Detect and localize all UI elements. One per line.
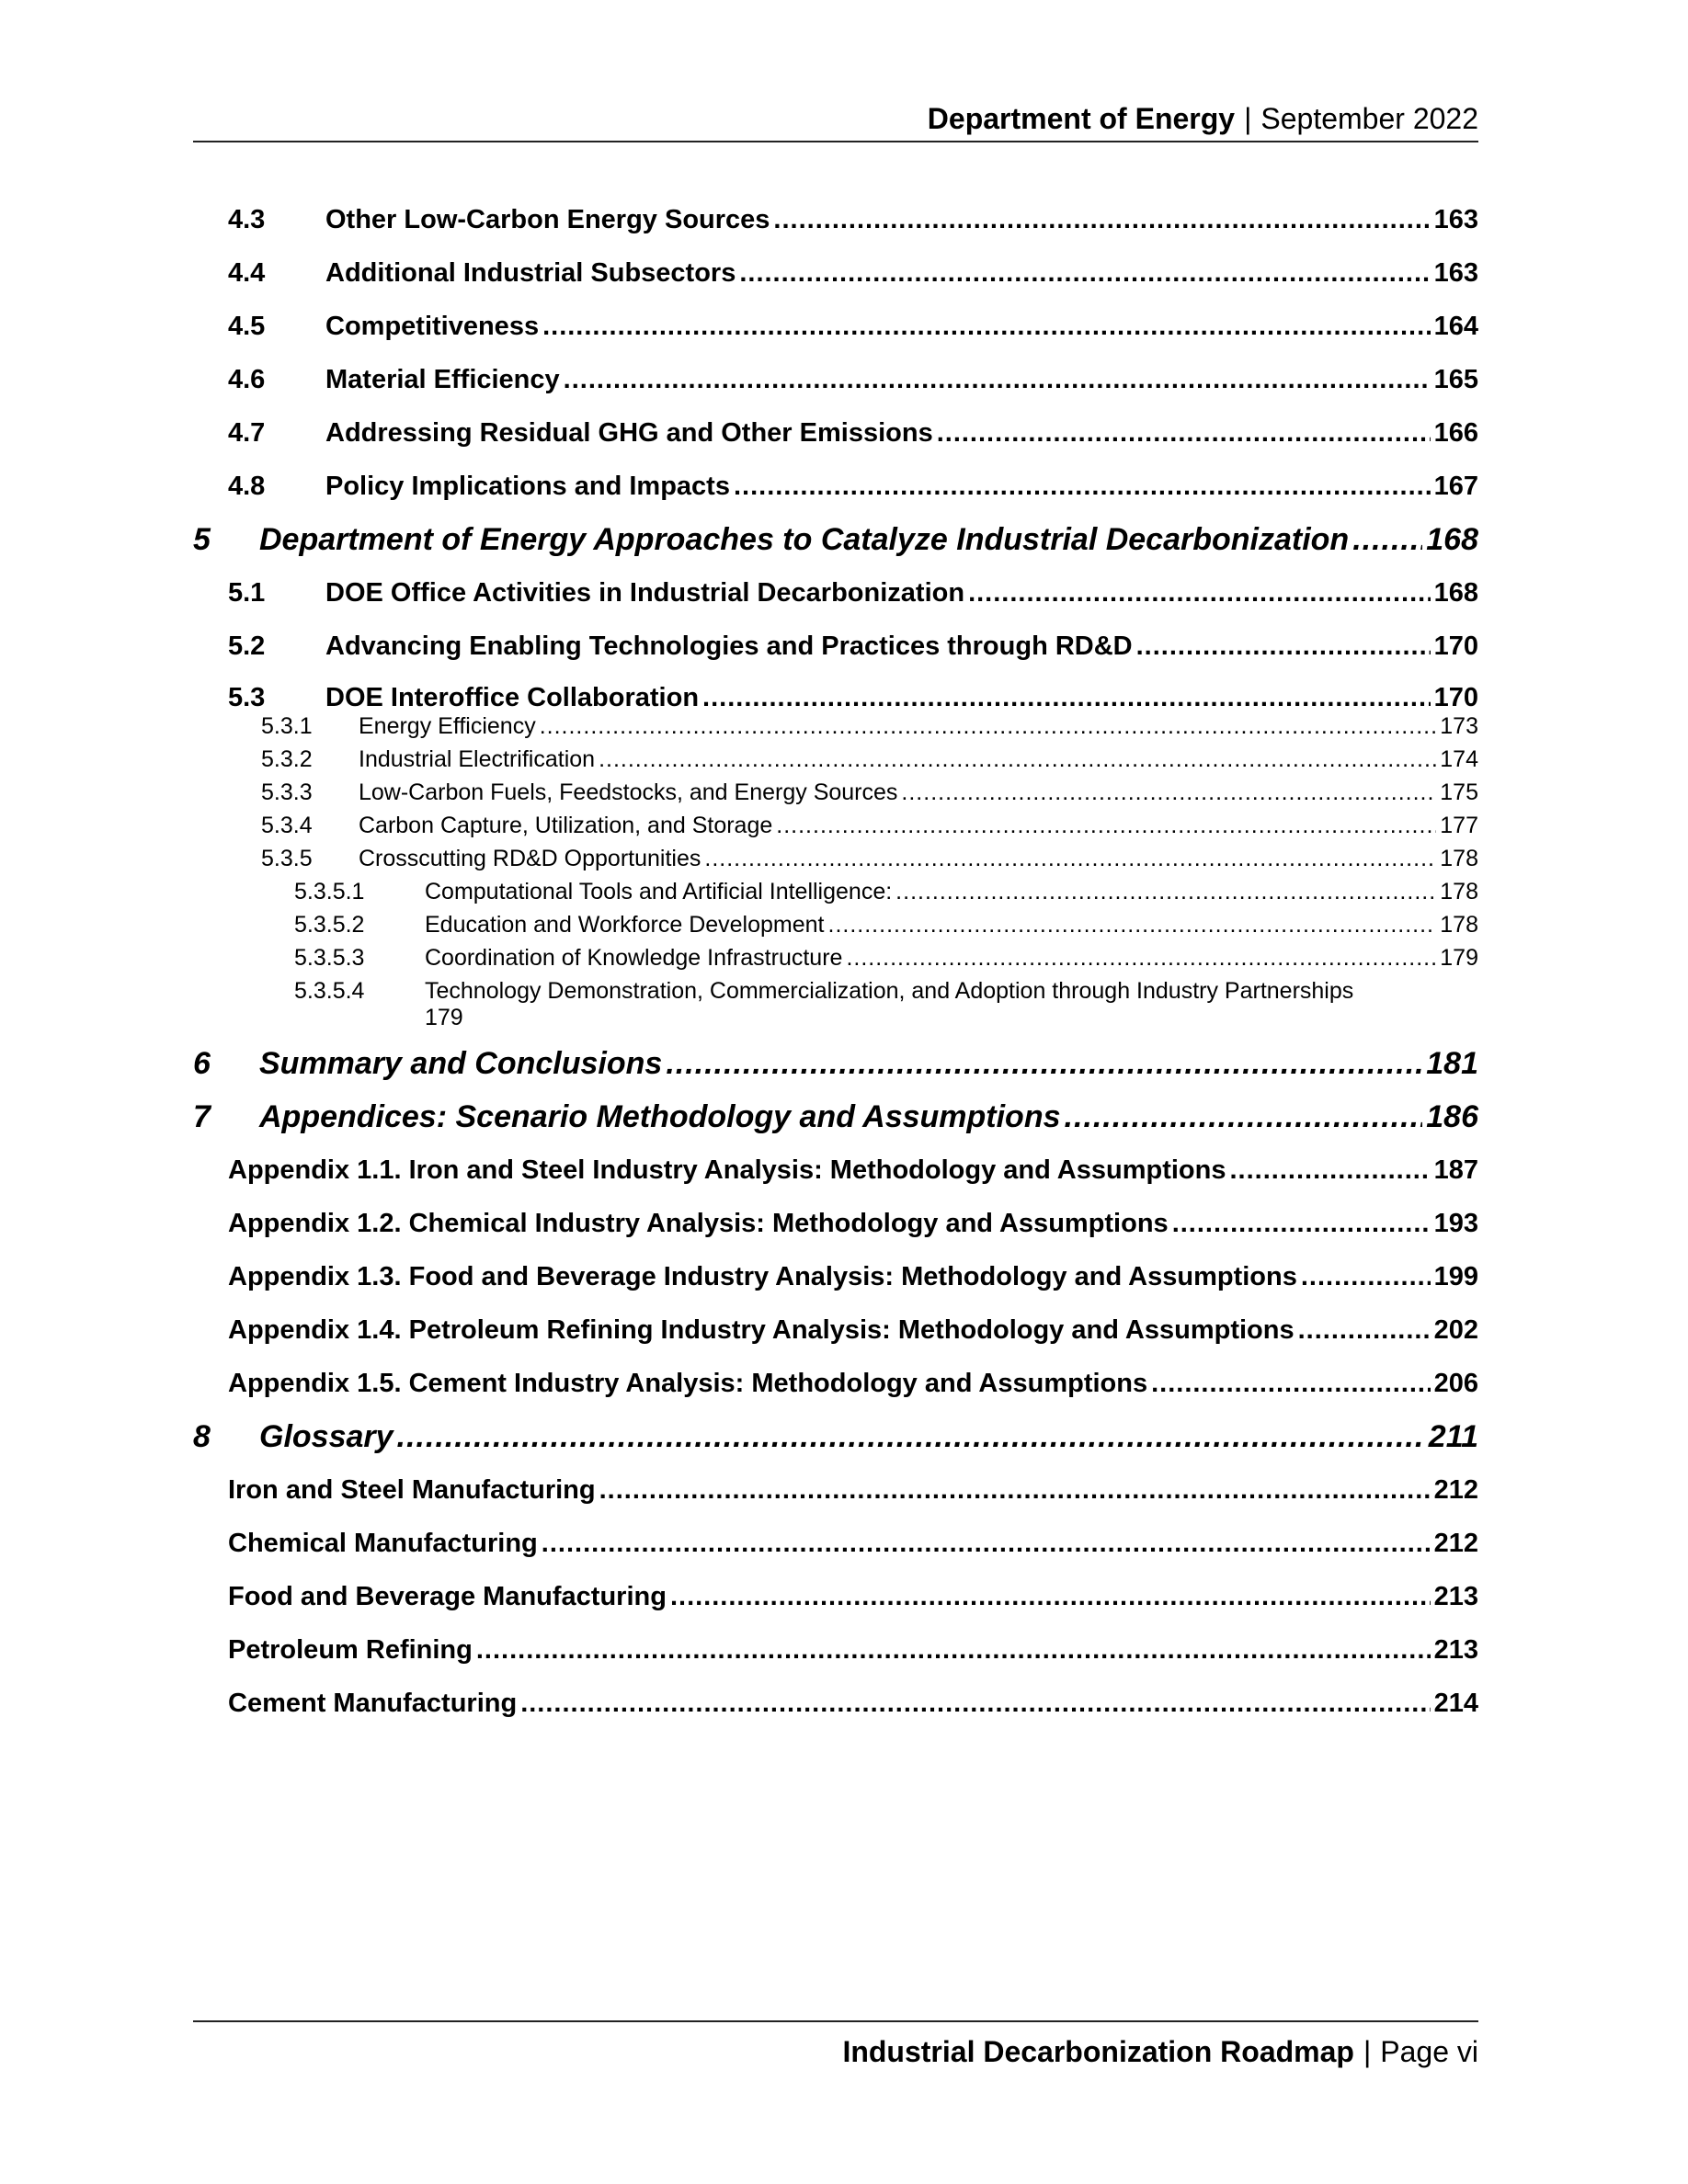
toc-page: 199	[1433, 1261, 1478, 1291]
toc-title: Carbon Capture, Utilization, and Storage	[359, 813, 773, 838]
toc-appendix-1-1[interactable]	[193, 1143, 1478, 1197]
toc-title: Appendix 1.2. Chemical Industry Analysis: Methodology and Assumptions	[228, 1208, 1169, 1238]
toc-leader	[520, 1689, 1430, 1719]
toc-number: 5.1	[228, 577, 266, 608]
toc-title: Low-Carbon Fuels, Feedstocks, and Energy Sources	[359, 779, 898, 805]
toc-page: 179	[425, 1005, 463, 1030]
toc-page: 163	[1433, 204, 1478, 234]
toc-chapter-7[interactable]	[193, 1090, 1478, 1143]
toc-leader	[734, 472, 1431, 502]
toc-page: 177	[1440, 813, 1478, 838]
toc-page: 206	[1433, 1368, 1478, 1398]
toc-chapter-8[interactable]	[193, 1410, 1478, 1463]
toc-leader	[773, 205, 1430, 235]
header-org: Department of Energy	[927, 102, 1236, 135]
toc-number: 5.3.5.3	[294, 945, 365, 971]
toc-leader	[476, 1635, 1431, 1666]
toc-page: 178	[1440, 846, 1478, 871]
toc-chapter-5[interactable]	[193, 513, 1478, 566]
toc-entry-5-3-3[interactable]	[193, 779, 1478, 813]
toc-entry-5-3-2[interactable]	[193, 746, 1478, 779]
toc-page: 214	[1433, 1688, 1478, 1718]
toc-leader	[1136, 631, 1431, 662]
toc-entry-5-3-5-3[interactable]	[193, 945, 1478, 978]
toc-number: 4.8	[228, 471, 266, 501]
toc-page: 175	[1440, 779, 1478, 805]
toc-leader	[599, 746, 1436, 773]
toc-title: DOE Interoffice Collaboration	[325, 683, 700, 712]
toc-title: Competitiveness	[325, 311, 540, 341]
page-header	[193, 97, 1478, 142]
toc-page: 187	[1433, 1155, 1478, 1185]
toc-number: 4.3	[228, 204, 266, 234]
toc-page: 211	[1428, 1418, 1478, 1454]
toc-appendix-1-2[interactable]	[193, 1197, 1478, 1250]
toc-page: 164	[1433, 311, 1478, 341]
toc-page: 202	[1433, 1314, 1478, 1345]
toc-entry-5-3-5[interactable]	[193, 846, 1478, 879]
toc-title: Iron and Steel Manufacturing	[228, 1474, 596, 1505]
toc-appendix-1-5[interactable]	[193, 1357, 1478, 1410]
toc-glossary-cement[interactable]	[193, 1677, 1478, 1730]
toc-entry-4-7[interactable]	[193, 406, 1478, 460]
toc-title: Crosscutting RD&D Opportunities	[359, 846, 701, 871]
toc-title: Coordination of Knowledge Infrastructure	[425, 945, 843, 971]
toc-glossary-chemical[interactable]	[193, 1517, 1478, 1570]
toc-number: 5	[193, 521, 211, 557]
toc-title: Glossary	[259, 1418, 393, 1454]
toc-leader	[599, 1475, 1431, 1506]
toc-title: Material Efficiency	[325, 364, 560, 394]
toc-entry-4-3[interactable]	[193, 193, 1478, 246]
footer-title: Industrial Decarbonization Roadmap	[842, 2035, 1354, 2068]
toc-appendix-1-4[interactable]	[193, 1303, 1478, 1357]
toc-leader	[542, 1529, 1431, 1559]
toc-leader	[1301, 1262, 1431, 1292]
toc-leader	[1230, 1155, 1431, 1186]
toc-chapter-6[interactable]	[193, 1037, 1478, 1090]
toc-page: 168	[1426, 521, 1478, 557]
toc-entry-5-3-1[interactable]	[193, 713, 1478, 746]
toc-entry-5-3[interactable]	[193, 673, 1478, 713]
toc-glossary-food-beverage[interactable]	[193, 1570, 1478, 1623]
toc-title: Appendix 1.4. Petroleum Refining Industry Analysis: Methodology and Assumptions	[228, 1314, 1295, 1345]
toc-entry-5-3-5-4[interactable]	[193, 978, 1478, 1031]
toc-page: 170	[1433, 631, 1478, 661]
toc-page: 181	[1426, 1045, 1478, 1081]
toc-page: 213	[1433, 1581, 1478, 1611]
toc-title: Chemical Manufacturing	[228, 1528, 538, 1558]
toc-number: 5.3	[228, 683, 266, 712]
toc-leader	[702, 683, 1431, 713]
toc-page: 168	[1433, 577, 1478, 608]
toc-page: 163	[1433, 257, 1478, 288]
page-footer	[193, 2020, 1478, 2074]
toc-number: 5.3.5.4	[294, 978, 365, 1004]
table-of-contents	[193, 193, 1478, 1730]
toc-entry-4-4[interactable]	[193, 246, 1478, 300]
toc-title: Department of Energy Approaches to Catalyze Industrial Decarbonization	[259, 521, 1350, 557]
toc-title: Policy Implications and Impacts	[325, 471, 730, 501]
toc-title: Petroleum Refining	[228, 1634, 473, 1665]
toc-leader	[542, 312, 1431, 342]
toc-title: Education and Workforce Development	[425, 912, 825, 938]
toc-leader	[968, 578, 1431, 609]
toc-number: 5.3.1	[261, 713, 313, 739]
toc-number: 5.3.5	[261, 846, 313, 871]
toc-title: Other Low-Carbon Energy Sources	[325, 204, 770, 234]
toc-title: Additional Industrial Subsectors	[325, 257, 736, 288]
toc-leader	[1065, 1099, 1423, 1135]
toc-page: 174	[1440, 746, 1478, 772]
toc-number: 5.3.4	[261, 813, 313, 838]
toc-leader	[739, 258, 1430, 289]
toc-number: 6	[193, 1045, 211, 1081]
toc-entry-5-3-5-2[interactable]	[193, 912, 1478, 945]
toc-page: 165	[1433, 364, 1478, 394]
toc-leader	[670, 1582, 1431, 1612]
toc-appendix-1-3[interactable]	[193, 1250, 1478, 1303]
toc-number: 8	[193, 1418, 211, 1454]
toc-page: 166	[1433, 417, 1478, 448]
toc-page: 213	[1433, 1634, 1478, 1665]
toc-leader	[540, 713, 1437, 740]
toc-entry-5-3-5-1[interactable]	[193, 879, 1478, 912]
toc-leader	[1172, 1209, 1431, 1239]
toc-title: Appendix 1.5. Cement Industry Analysis: Methodology and Assumptions	[228, 1368, 1148, 1398]
toc-page: 186	[1426, 1098, 1478, 1134]
toc-leader	[846, 945, 1436, 972]
toc-title: Technology Demonstration, Commercialization, and Adoption through Industry Partnerships	[425, 978, 1354, 1004]
toc-page: 179	[1440, 945, 1478, 971]
footer-separator: |	[1363, 2035, 1372, 2068]
toc-number: 5.3.2	[261, 746, 313, 772]
toc-title: Appendix 1.1. Iron and Steel Industry Analysis: Methodology and Assumptions	[228, 1155, 1226, 1185]
toc-leader	[704, 846, 1436, 872]
toc-page: 178	[1440, 879, 1478, 904]
toc-leader	[1352, 522, 1422, 558]
toc-page: 170	[1433, 683, 1478, 712]
header-separator: |	[1244, 102, 1252, 135]
toc-leader	[666, 1046, 1422, 1082]
header-date: September 2022	[1260, 102, 1478, 135]
toc-number: 7	[193, 1098, 211, 1134]
toc-title: DOE Office Activities in Industrial Decarbonization	[325, 577, 965, 608]
toc-title: Summary and Conclusions	[259, 1045, 663, 1081]
toc-leader	[776, 813, 1436, 839]
toc-number: 4.4	[228, 257, 266, 288]
toc-title: Computational Tools and Artificial Intelligence:	[425, 879, 893, 904]
toc-number: 5.3.5.2	[294, 912, 365, 938]
toc-number: 4.7	[228, 417, 266, 448]
toc-leader	[564, 365, 1431, 395]
toc-title: Addressing Residual GHG and Other Emissions	[325, 417, 933, 448]
toc-leader	[895, 879, 1436, 905]
toc-entry-5-3-4[interactable]	[193, 813, 1478, 846]
toc-page: 212	[1433, 1474, 1478, 1505]
toc-number: 5.3.5.1	[294, 879, 365, 904]
toc-glossary-iron-steel[interactable]	[193, 1463, 1478, 1517]
toc-entry-4-6[interactable]	[193, 353, 1478, 406]
toc-glossary-petroleum[interactable]	[193, 1623, 1478, 1677]
toc-title: Industrial Electrification	[359, 746, 596, 772]
toc-page: 212	[1433, 1528, 1478, 1558]
toc-entry-4-8[interactable]	[193, 460, 1478, 513]
toc-title: Food and Beverage Manufacturing	[228, 1581, 667, 1611]
toc-page: 167	[1433, 471, 1478, 501]
toc-title: Advancing Enabling Technologies and Practices through RD&D	[325, 631, 1133, 661]
toc-leader	[937, 418, 1431, 449]
toc-page: 173	[1440, 713, 1478, 739]
footer-page-number: Page vi	[1380, 2035, 1478, 2068]
toc-title: Energy Efficiency	[359, 713, 536, 739]
toc-number: 4.5	[228, 311, 266, 341]
toc-page: 193	[1433, 1208, 1478, 1238]
toc-leader	[901, 779, 1436, 806]
toc-number: 5.3.3	[261, 779, 313, 805]
toc-entry-4-5[interactable]	[193, 300, 1478, 353]
toc-leader	[1298, 1315, 1431, 1346]
toc-number: 5.2	[228, 631, 266, 661]
toc-leader	[1151, 1369, 1431, 1399]
toc-title: Appendix 1.3. Food and Beverage Industry Analysis: Methodology and Assumptions	[228, 1261, 1297, 1291]
toc-number: 4.6	[228, 364, 266, 394]
toc-entry-5-2[interactable]	[193, 620, 1478, 673]
toc-page: 178	[1440, 912, 1478, 938]
toc-leader	[828, 912, 1437, 938]
toc-leader	[397, 1419, 1425, 1455]
toc-title: Appendices: Scenario Methodology and Assumptions	[259, 1098, 1061, 1134]
toc-title: Cement Manufacturing	[228, 1688, 518, 1718]
toc-entry-5-1[interactable]	[193, 566, 1478, 620]
